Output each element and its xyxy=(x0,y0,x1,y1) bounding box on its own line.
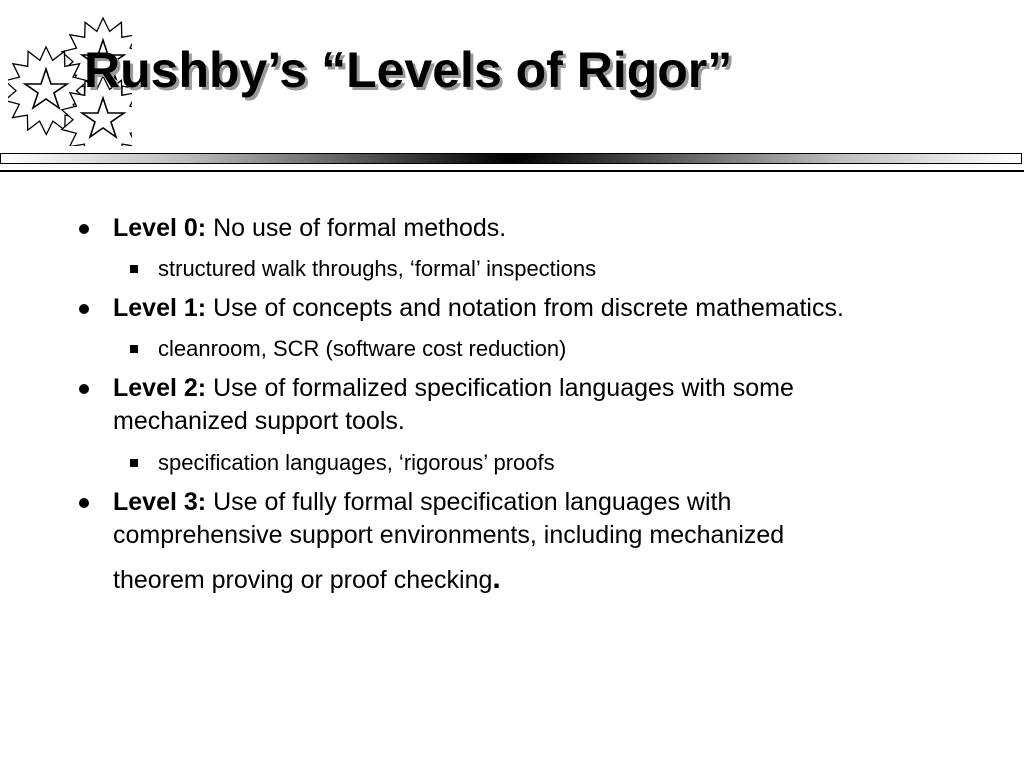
level-description: Use of concepts and notation from discrete mathematics. xyxy=(213,294,844,322)
level-label: Level 1: xyxy=(113,294,207,322)
sub-bullet-icon xyxy=(130,459,138,467)
bullet-icon xyxy=(79,224,89,234)
level-description-continued: mechanized support tools. xyxy=(113,407,405,435)
level-label: Level 3: xyxy=(113,488,207,516)
level-description-continued: comprehensive support environments, including mechanized xyxy=(113,521,785,549)
list-item-level-0 xyxy=(113,212,993,245)
closing-period: . xyxy=(492,562,501,595)
bullet-icon xyxy=(79,498,89,508)
sub-item-level-0: structured walk throughs, ‘formal’ inspections xyxy=(158,256,597,281)
list-item-level-3 xyxy=(113,486,993,597)
bullet-icon xyxy=(79,304,89,314)
level-label: Level 0: xyxy=(113,214,207,242)
level-description: No use of formal methods. xyxy=(213,214,507,242)
sub-item-level-1: cleanroom, SCR (software cost reduction) xyxy=(158,336,567,361)
level-description: Use of formalized specification languages with some xyxy=(213,374,794,402)
slide-title: Rushby’s “Levels of Rigor” xyxy=(84,42,733,98)
level-label: Level 2: xyxy=(113,374,207,402)
sub-bullet-icon xyxy=(130,345,138,353)
bullet-icon xyxy=(79,384,89,394)
level-description: Use of fully formal specification languages with xyxy=(213,488,732,516)
list-item-level-1 xyxy=(113,292,993,325)
sub-bullet-icon xyxy=(130,265,138,273)
sub-item-level-2: specification languages, ‘rigorous’ proofs xyxy=(158,450,555,475)
list-item-level-2 xyxy=(113,372,993,438)
level-description-end: theorem proving or proof checking xyxy=(113,566,493,594)
